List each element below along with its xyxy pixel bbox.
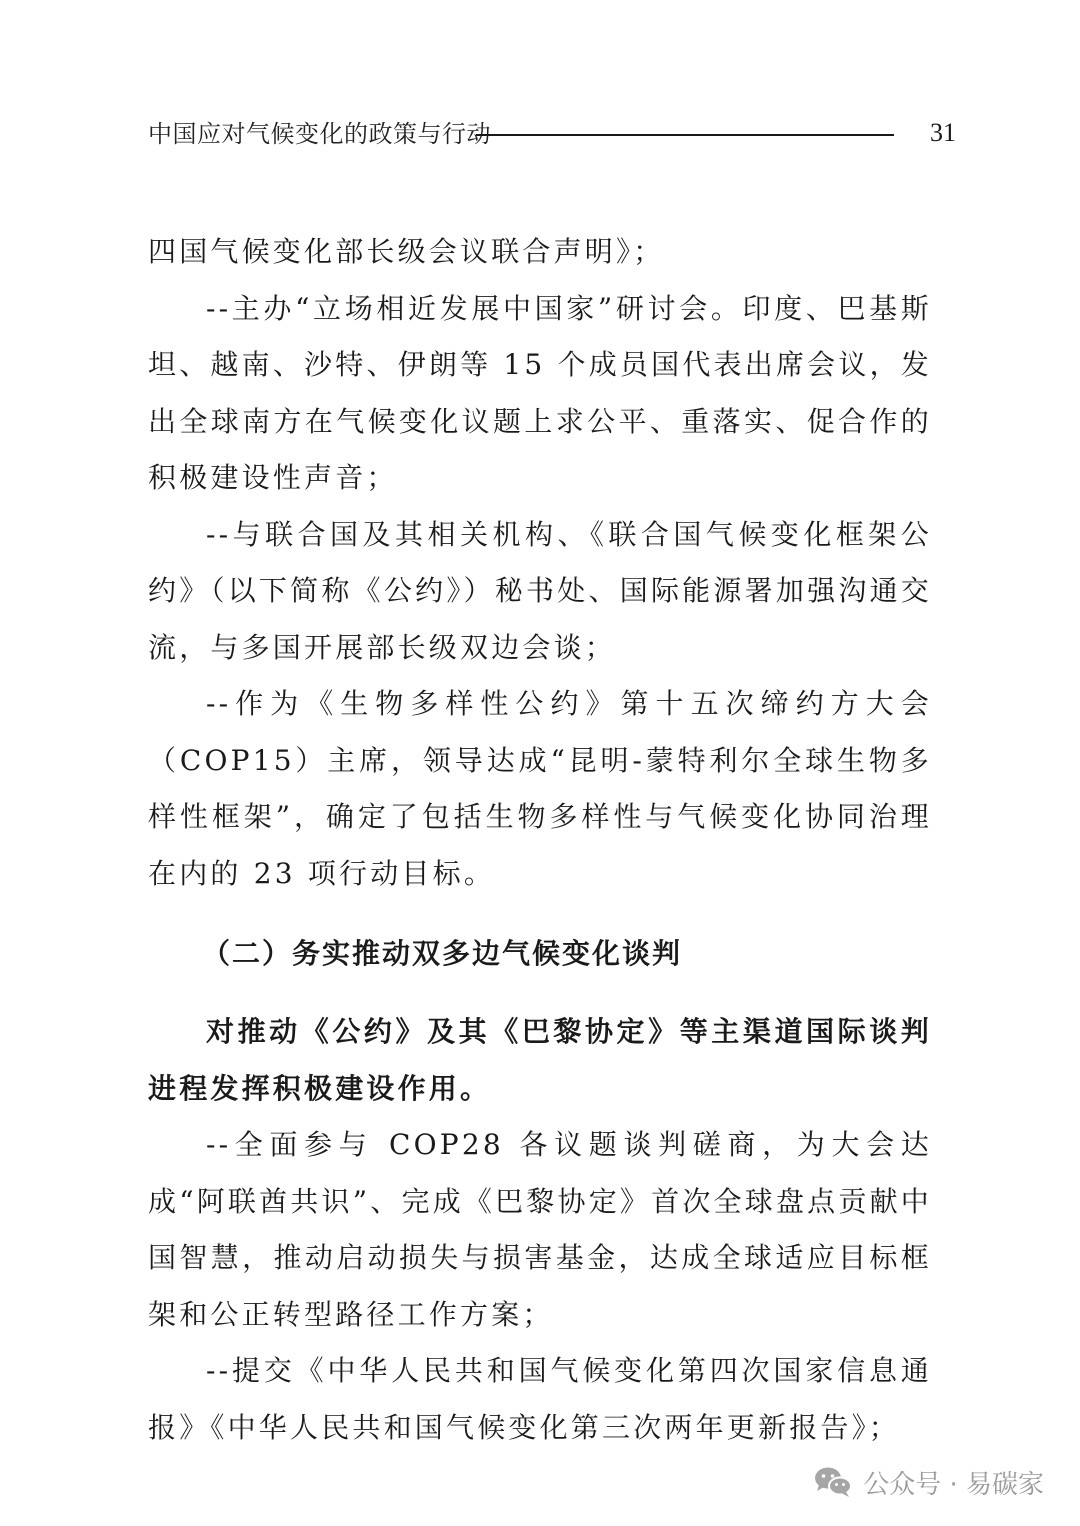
page-header xyxy=(148,114,956,154)
wechat-icon xyxy=(813,1465,853,1499)
paragraph-un-exchange: --与联合国及其相关机构、《联合国气候变化框架公约》（以下简称《公约》）秘书处、国际能源署加强沟通交流，与多国开展部长级双边会谈； xyxy=(148,517,932,664)
section-lead: 对推动《公约》及其《巴黎协定》等主渠道国际谈判进程发挥积极建设作用。 xyxy=(148,1015,932,1105)
paragraph-reports: --提交《中华人民共和国气候变化第四次国家信息通报》《中华人民共和国气候变化第三次两年更新报告》； xyxy=(148,1354,932,1444)
page-body xyxy=(148,224,932,1456)
paragraph-cop15: --作为《生物多样性公约》第十五次缔约方大会（COP15）主席，领导达成“昆明-蒙特利尔全球生物多样性框架”，确定了包括生物多样性与气候变化协同治理在内的 23 项行动目标。 xyxy=(148,687,932,890)
paragraph-cop28: --全面参与 COP28 各议题谈判磋商，为大会达成“阿联酋共识”、完成《巴黎协定》首次全球盘点贡献中国智慧，推动启动损失与损害基金，达成全球适应目标框架和公正转型路径工作方案； xyxy=(148,1128,932,1331)
section-heading: （二）务实推动双多边气候变化谈判 xyxy=(202,937,683,970)
paragraph-seminar: --主办“立场相近发展中国家”研讨会。印度、巴基斯坦、越南、沙特、伊朗等 15 个成员国代表出席会议，发出全球南方在气候变化议题上求公平、重落实、促合作的积极建设性声音； xyxy=(148,291,932,494)
watermark xyxy=(813,1462,1044,1502)
paragraph-continuation: 四国气候变化部长级会议联合声明》； xyxy=(148,235,665,268)
watermark-text: 公众号 · 易碳家 xyxy=(863,1469,1044,1500)
page-number: 31 xyxy=(930,118,956,147)
header-rule xyxy=(476,134,894,136)
running-title: 中国应对气候变化的政策与行动 xyxy=(148,120,491,148)
